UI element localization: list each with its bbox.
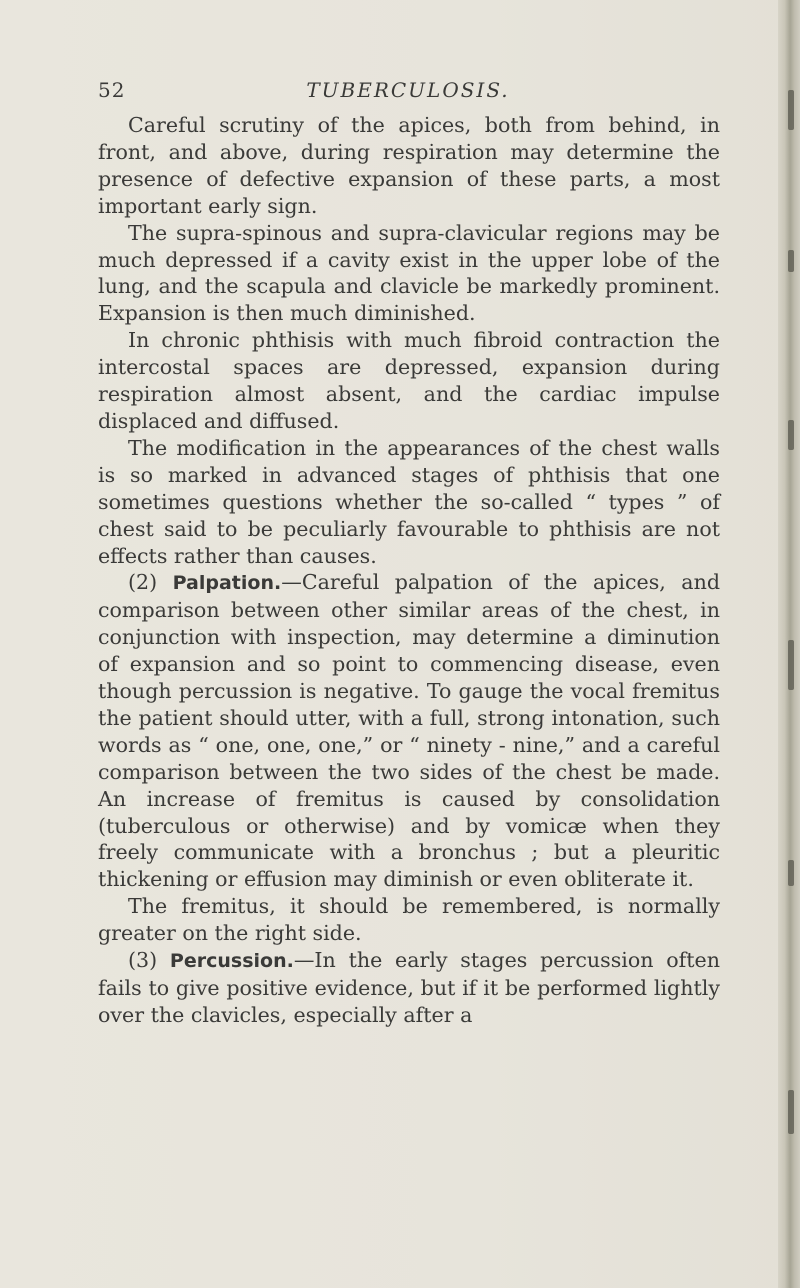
- section-number: (3): [128, 948, 170, 973]
- paragraph-text: The fremitus, it should be remembered, is normally greater on the right side.: [98, 894, 720, 946]
- edge-shadow: [788, 90, 794, 130]
- paragraph-text: Careful scrutiny of the apices, both from behind, in front, and above, during respiration may determine the presence of defective expansion of these parts, a most important early sign.: [98, 113, 720, 218]
- paragraph: [98, 947, 720, 1029]
- paragraph-text: The modification in the appearances of the chest walls is so marked in advanced stages of phthisis that one sometimes questions whether the so-called “ types ” of chest said to be peculiarly favourable to phthisis are not effects rather than causes.: [98, 435, 720, 568]
- paragraph: [98, 435, 720, 570]
- edge-shadow: [788, 250, 794, 272]
- section-heading: Palpation.: [172, 572, 282, 595]
- paragraph-text: —Careful palpation of the apices, and comparison between other similar areas of the chest, in conjunction with inspection, may determine a diminution of expansion and so point to commencing disease, even though percussion is negative. To gauge the vocal fremitus the patient should utter, with a full, strong intonation, such words as “ one, one, one,” or “ ninety - nine,” and a careful comparison between the two sides of the chest be made. An increase of fremitus is caused by consolidation (tuberculous or otherwise) and by vomicæ when they freely communicate with a bronchus ; but a pleuritic thickening or effusion may diminish or even obliterate it.: [98, 570, 721, 892]
- body-text: [98, 112, 720, 1029]
- running-title: TUBERCULOSIS.: [306, 78, 510, 102]
- edge-shadow: [788, 420, 794, 450]
- paragraph-text: The supra-spinous and supra-clavicular regions may be much depressed if a cavity exist in the upper lobe of the lung, and the scapula and clavicle be markedly prominent. Expansion is then much diminished.: [98, 220, 720, 326]
- page-number: 52: [98, 78, 126, 102]
- edge-shadow: [788, 860, 794, 886]
- paragraph: [98, 112, 720, 220]
- paragraph: [98, 327, 720, 435]
- section-number: (2): [128, 570, 173, 595]
- paragraph: [98, 220, 720, 328]
- paragraph-text: —In the early stages percussion often fails to give positive evidence, but if it be performed lightly over the clavicles, especially after a: [98, 948, 721, 1027]
- paragraph-text: In chronic phthisis with much fibroid contraction the intercostal spaces are depressed, expansion during respiration almost absent, and the cardiac impulse displaced and diffused.: [98, 328, 720, 433]
- page-edge: [778, 0, 800, 1288]
- edge-shadow: [788, 1090, 794, 1134]
- section-heading: Percussion.: [169, 950, 294, 973]
- edge-shadow: [788, 640, 794, 690]
- paragraph: [98, 569, 720, 893]
- paragraph: [98, 893, 720, 947]
- page-header: [98, 78, 718, 104]
